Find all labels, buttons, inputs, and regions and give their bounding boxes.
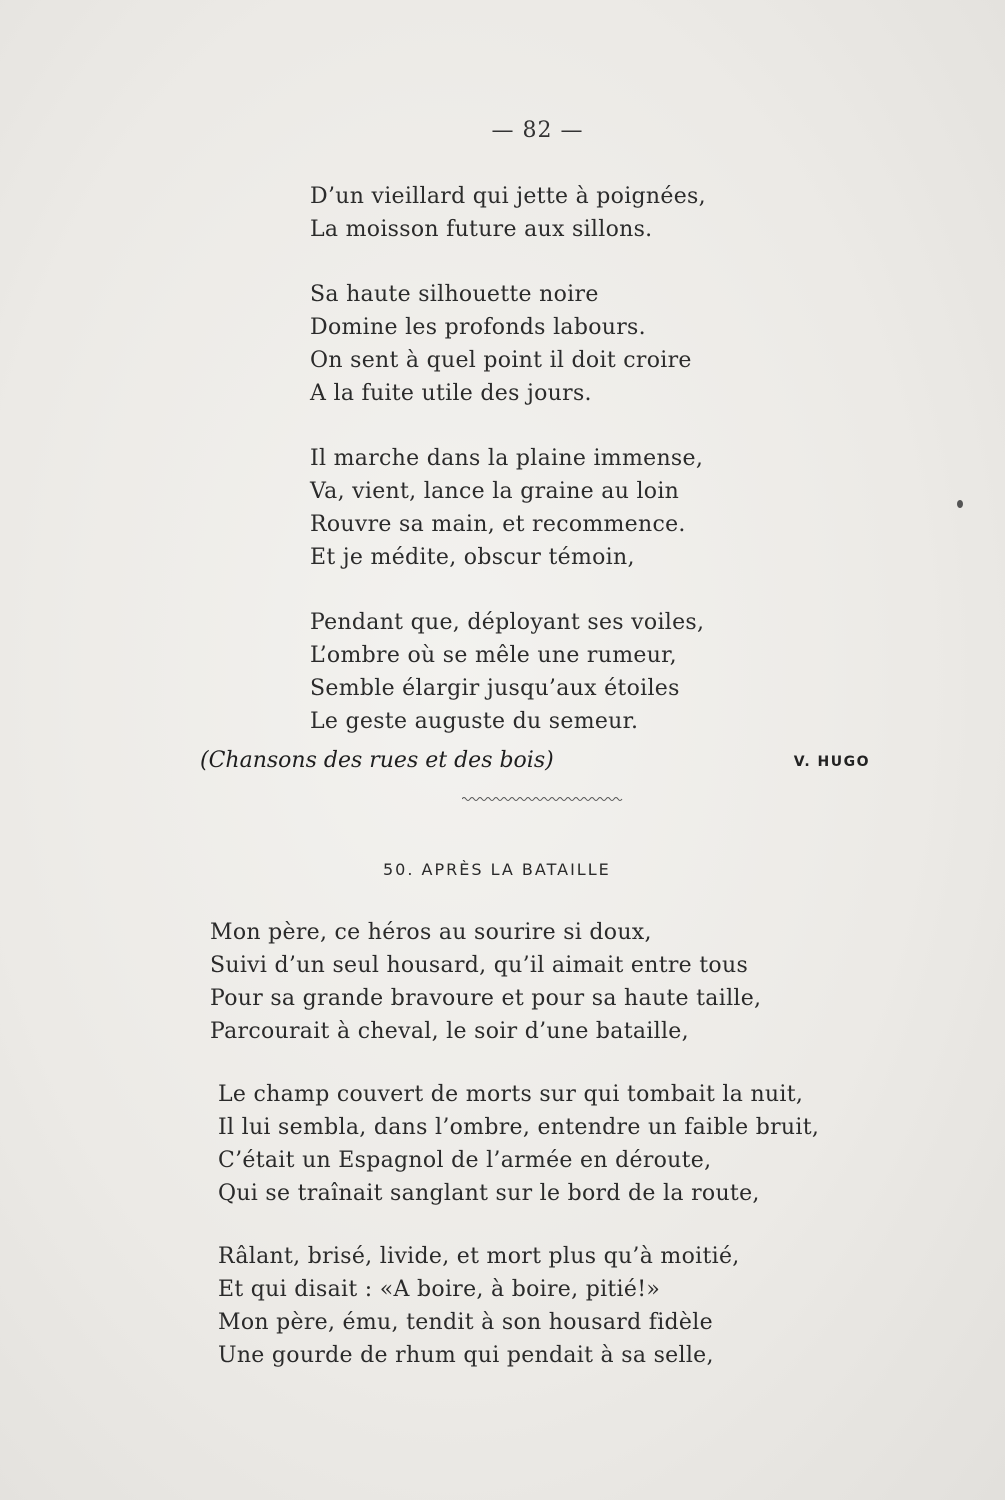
stanza <box>210 916 910 1048</box>
stanza <box>310 442 870 574</box>
poem-semeur <box>310 180 870 770</box>
verse-line: A la fuite utile des jours. <box>310 381 592 406</box>
verse-line: Domine les profonds labours. <box>310 315 646 340</box>
verse-line: Rouvre sa main, et recommence. <box>310 512 686 537</box>
verse-line: On sent à quel point il doit croire <box>310 348 692 373</box>
verse-line: L’ombre où se mêle une rumeur, <box>310 643 677 668</box>
verse-line: Pour sa grande bravoure et pour sa haute taille, <box>210 986 762 1011</box>
verse-line: Il marche dans la plaine immense, <box>310 446 704 471</box>
source-title: (Chansons des rues et des bois) <box>200 748 554 773</box>
verse-line: Va, vient, lance la graine au loin <box>310 479 680 504</box>
verse-line: Pendant que, déployant ses voiles, <box>310 610 705 635</box>
verse-line: Une gourde de rhum qui pendait à sa selle, <box>218 1343 714 1368</box>
verse-line: La moisson future aux sillons. <box>310 217 653 242</box>
verse-line: Et je médite, obscur témoin, <box>310 545 635 570</box>
stanza <box>310 278 870 410</box>
stanza <box>210 1078 910 1210</box>
wavy-divider <box>462 796 627 802</box>
verse-line: C’était un Espagnol de l’armée en déroute, <box>218 1148 712 1173</box>
verse-line: Et qui disait : «A boire, à boire, pitié!» <box>218 1277 661 1302</box>
stanza <box>310 606 870 738</box>
poem-apres-la-bataille <box>210 916 910 1402</box>
verse-line: Mon père, ému, tendit à son housard fidèle <box>218 1310 713 1335</box>
verse-line: Le geste auguste du semeur. <box>310 709 639 734</box>
verse-line: Le champ couvert de morts sur qui tombait la nuit, <box>218 1082 804 1107</box>
verse-line: Râlant, brisé, livide, et mort plus qu’à moitié, <box>218 1244 740 1269</box>
verse-line: Mon père, ce héros au sourire si doux, <box>210 920 652 945</box>
verse-line: D’un vieillard qui jette à poignées, <box>310 184 706 209</box>
verse-line: Qui se traînait sanglant sur le bord de la route, <box>218 1181 760 1206</box>
stanza <box>210 1240 910 1372</box>
ink-speck <box>957 500 963 508</box>
source-citation <box>200 748 870 782</box>
verse-line: Suivi d’un seul housard, qu’il aimait entre tous <box>210 953 749 978</box>
page-number: — 82 — <box>491 118 584 143</box>
verse-line: Parcourait à cheval, le soir d’une bataille, <box>210 1019 689 1044</box>
source-author: V. HUGO <box>793 754 870 770</box>
verse-line: Il lui sembla, dans l’ombre, entendre un faible bruit, <box>218 1115 820 1140</box>
section-title: 50. APRÈS LA BATAILLE <box>383 860 611 879</box>
verse-line: Sa haute silhouette noire <box>310 282 599 307</box>
stanza <box>310 180 870 246</box>
verse-line: Semble élargir jusqu’aux étoiles <box>310 676 680 701</box>
